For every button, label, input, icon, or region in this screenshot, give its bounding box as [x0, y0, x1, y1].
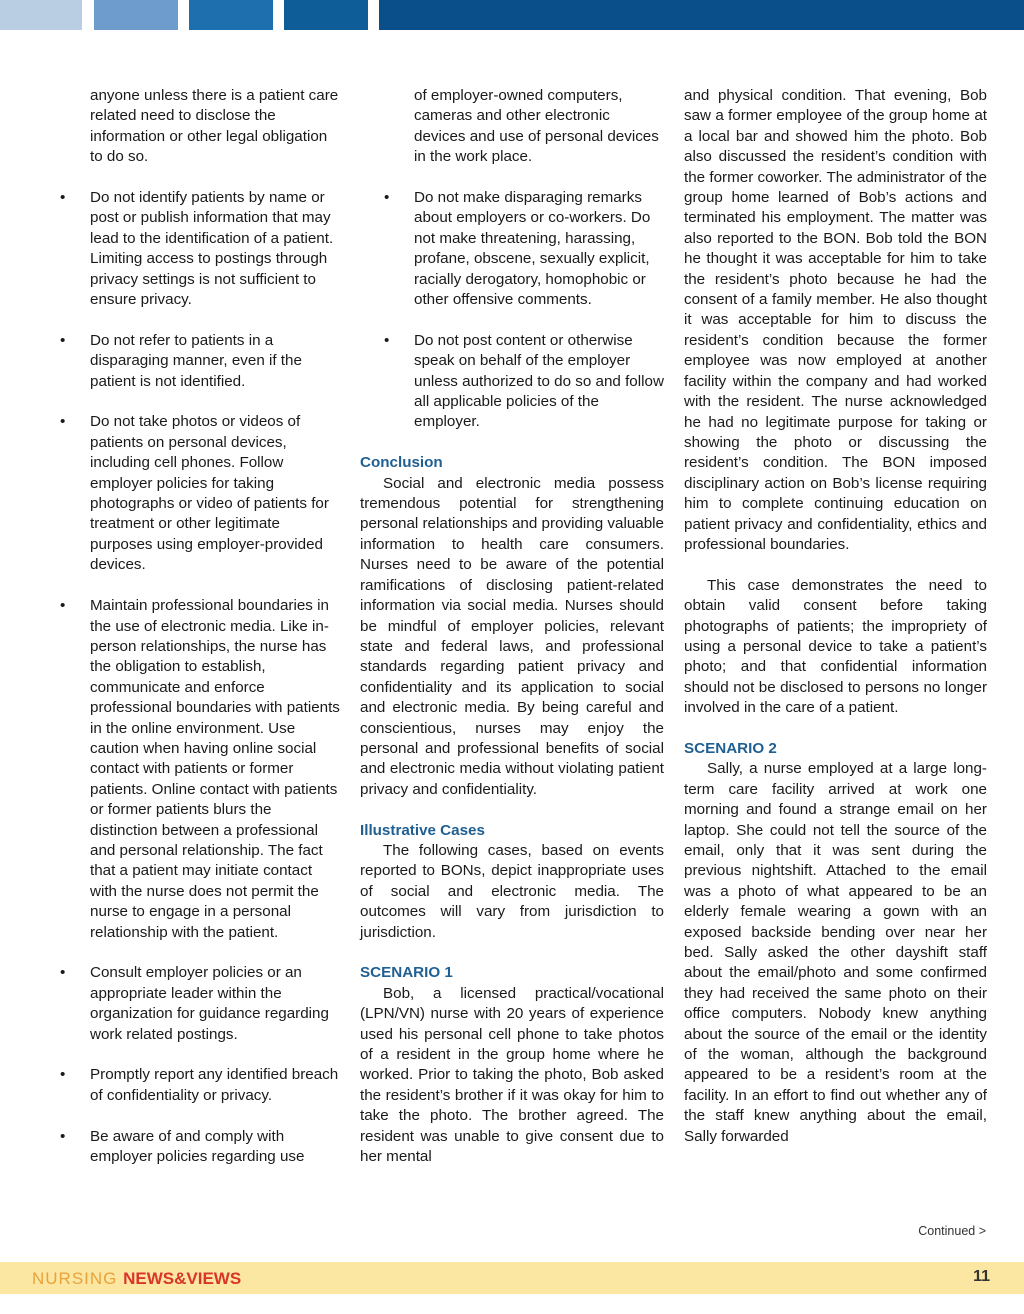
top-bar-segment-1: [0, 0, 82, 30]
bullet-dot: •: [60, 189, 66, 207]
col1-bullet-6: [60, 1065, 342, 1106]
col1-bullet-1: [60, 188, 342, 310]
bullet-dot: •: [60, 1066, 66, 1084]
col2-bullet-2: [360, 331, 664, 433]
conclusion-heading: Conclusion: [360, 454, 443, 472]
top-bar-segment-2: [94, 0, 178, 30]
continued-link[interactable]: Continued >: [918, 1224, 986, 1238]
column-2: [360, 86, 664, 1167]
bullet-dot: •: [384, 331, 390, 349]
brand-nursing: NURSING: [32, 1269, 124, 1288]
col3-paragraph-2: This case demonstrates the need to obtain valid consent before taking photographs of patients; the impropriety of using a personal device to take a patient’s photo; and that confidential information should not be disclosed to persons no longer involved in the care of a patient.: [684, 576, 987, 717]
scenario-2-text: Sally, a nurse employed at a large long-term care facility arrived at work one morning and found a strange email on her laptop. She could not tell the source of the email, only that it was sent during the previous nightshift. Attached to the email was a photo of what appeared to be an elderly female wearing a gown with an exposed backside bending over near her bed. Sally asked the other dayshift staff about the email/photo and some confirmed they had received the same photo on their office computers. Nobody knew anything about the source of the email or the identity of the woman, although the background appeared to be a resident’s room at the facility. In an effort to find out whether any of the staff knew anything about the email, Sally forwarded: [684, 760, 987, 1145]
brand-news-views: NEWS&VIEWS: [123, 1269, 242, 1288]
footer-brand: [32, 1269, 241, 1289]
col1-bullet-4-text: Maintain professional boundaries in the use of electronic media. Like in-person relationships, the nurse has the obligation to establish, communicate and enforce professional boundaries with patients in the online environment. Use caution when having online social contact with patients or former patients. Online contact with patients or former patients blurs the distinction between a professional and personal relationship. The fact that a patient may initiate contact with the nurse does not permit the nurse to engage in a personal relationship with the patient.: [90, 597, 340, 941]
column-3: [684, 86, 987, 1147]
col1-bullet-3-text: Do not take photos or videos of patients on personal devices, including cell phones. Follow employer policies for taking photographs or video of patients for treatment or other legitimate purposes using employer-provided devices.: [90, 413, 329, 574]
bullet-dot: •: [60, 964, 66, 982]
col1-bullet-7: [60, 1127, 342, 1168]
col2-intro: of employer-owned computers, cameras and other electronic devices and use of personal devices in the work place.: [414, 87, 659, 166]
col3-paragraph-1: and physical condition. That evening, Bob saw a former employee of the group home at a local bar and showed him the photo. Bob also discussed the resident’s condition with the former coworker. The administrator of the group home learned of Bob’s actions and terminated his employment. The matter was also reported to the BON. Bob told the BON he thought it was acceptable for him to take the resident’s photo because he had the consent of a family member. He also thought it was acceptable for him to discuss the resident’s condition because the former employee was now employed at another facility within the company and had worked with the resident. The nurse acknowledged he had no legitimate purpose for taking or showing the photo or discussing the resident’s condition. The BON imposed disciplinary action on Bob’s license requiring him to complete continuing education on patient privacy and confidentiality, ethics and professional boundaries.: [684, 87, 987, 553]
bullet-dot: •: [60, 597, 66, 615]
bottom-margin: [0, 1294, 1024, 1314]
top-bar-segment-3: [189, 0, 273, 30]
col1-bullet-2: [60, 331, 342, 392]
col2-bullet-1-text: Do not make disparaging remarks about employers or co-workers. Do not make threatening, harassing, profane, obscene, sexually explicit, racially derogatory, homophobic or other offensive comments.: [414, 189, 651, 309]
page-number: 11: [973, 1268, 990, 1285]
top-color-bar: [0, 0, 1024, 30]
col1-bullet-5: [60, 963, 342, 1045]
col2-bullet-1: [360, 188, 664, 310]
top-bar-segment-4: [284, 0, 368, 30]
conclusion-text: Social and electronic media possess tremendous potential for strengthening personal relationships and providing valuable information to health care consumers. Nurses need to be aware of the potential ramifications of disclosing patient-related information via social media. Nurses should be mindful of employer policies, relevant state and federal laws, and professional standards regarding patient privacy and confidentiality and its application to social and electronic media. By being careful and conscientious, nurses may enjoy the personal and professional benefits of social and electronic media without violating patient privacy and confidentiality.: [360, 474, 664, 798]
col1-bullet-7-text: Be aware of and comply with employer policies regarding use: [90, 1127, 305, 1166]
col1-bullet-4: [60, 596, 342, 943]
scenario-1-heading: SCENARIO 1: [360, 964, 453, 982]
bullet-dot: •: [384, 189, 390, 207]
col2-bullet-2-text: Do not post content or otherwise speak on behalf of the employer unless authorized to do so and follow all applicable policies of the employer.: [414, 331, 664, 431]
bullet-dot: •: [60, 331, 66, 349]
col1-bullet-1-text: Do not identify patients by name or post or publish information that may lead to the identification of a patient. Limiting access to postings through privacy settings is not sufficient to ensure privacy.: [90, 189, 334, 309]
bullet-dot: •: [60, 1127, 66, 1145]
column-1: [60, 86, 342, 1167]
bullet-dot: •: [60, 413, 66, 431]
illustrative-cases-text: The following cases, based on events reported to BONs, depict inappropriate uses of social and electronic media. The outcomes will vary from jurisdiction to jurisdiction.: [360, 841, 664, 941]
illustrative-cases-heading: Illustrative Cases: [360, 821, 485, 839]
scenario-2-heading: SCENARIO 2: [684, 739, 777, 757]
col1-bullet-2-text: Do not refer to patients in a disparaging manner, even if the patient is not identified.: [90, 331, 302, 390]
col1-intro: anyone unless there is a patient care related need to disclose the information or other legal obligation to do so.: [90, 87, 339, 166]
scenario-1-text: Bob, a licensed practical/vocational (LPN/VN) nurse with 20 years of experience used his personal cell phone to take photos of a resident in the group home where he worked. Prior to taking the photo, Bob asked the resident’s brother if it was okay for him to take the photo. The brother agreed. The resident was unable to give consent due to her mental: [360, 984, 664, 1166]
col1-bullet-3: [60, 412, 342, 575]
footer-bar: [0, 1262, 1024, 1294]
top-bar-segment-5: [379, 0, 1024, 30]
col1-bullet-5-text: Consult employer policies or an appropriate leader within the organization for guidance regarding work related postings.: [90, 964, 329, 1043]
col1-bullet-6-text: Promptly report any identified breach of confidentiality or privacy.: [90, 1066, 339, 1104]
